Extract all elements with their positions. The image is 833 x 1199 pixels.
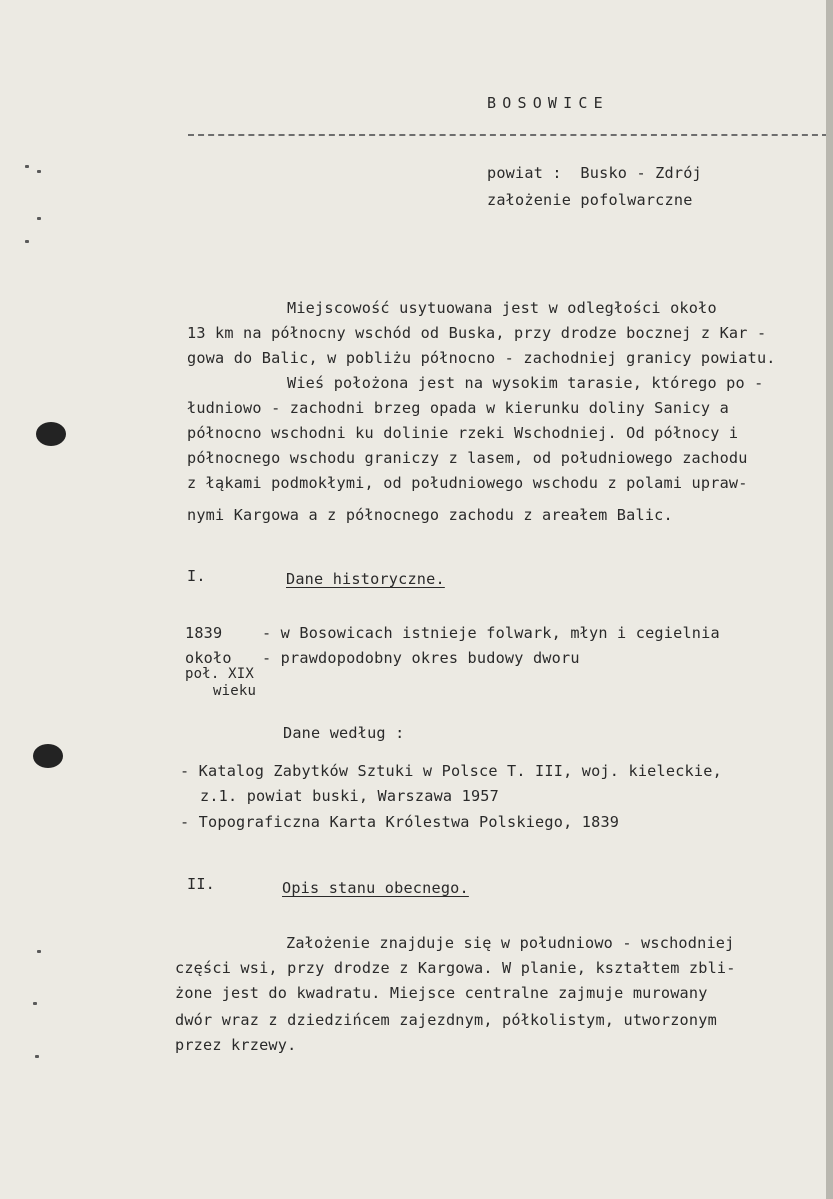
intro-line: Miejscowość usytuowana jest w odległości około [287, 299, 717, 317]
sources-label: Dane według : [283, 724, 405, 742]
body-line: żone jest do kwadratu. Miejsce centralne zajmuje murowany [175, 984, 708, 1002]
source-item: - Topograficzna Karta Królestwa Polskiego, 1839 [180, 813, 620, 831]
punch-hole [33, 744, 63, 768]
source-item: z.1. powiat buski, Warszawa 1957 [200, 787, 499, 805]
body-line: części wsi, przy drodze z Kargowa. W planie, kształtem zbli- [175, 959, 736, 977]
timeline-date-cont: poł. XIX [185, 666, 255, 682]
section-number: II. [187, 875, 216, 893]
margin-mark [37, 950, 41, 953]
title-divider [188, 134, 828, 136]
timeline-text: - prawdopodobny okres budowy dworu [262, 649, 580, 667]
powiat-line: powiat : Busko - Zdrój [487, 164, 702, 182]
page-edge [826, 0, 833, 1199]
section-number: I. [187, 567, 206, 585]
timeline-date: 1839 [185, 624, 223, 642]
timeline-text: - w Bosowicach istnieje folwark, młyn i cegielnia [262, 624, 720, 642]
body-line: przez krzewy. [175, 1036, 297, 1054]
punch-hole [36, 422, 66, 446]
margin-mark [37, 217, 41, 220]
intro-line: łudniowo - zachodni brzeg opada w kierunku doliny Sanicy a [187, 399, 729, 417]
timeline-date: około [185, 649, 232, 667]
site-type-line: założenie pofolwarczne [487, 191, 693, 209]
margin-mark [35, 1055, 39, 1058]
document-title: BOSOWICE [487, 94, 609, 112]
timeline-date-cont: wieku [213, 683, 257, 699]
intro-line: gowa do Balic, w pobliżu północno - zachodniej granicy powiatu. [187, 349, 776, 367]
intro-line: północnego wschodu graniczy z lasem, od południowego zachodu [187, 449, 748, 467]
intro-line: północno wschodni ku dolinie rzeki Wschodniej. Od północy i [187, 424, 739, 442]
section-heading: Opis stanu obecnego. [282, 879, 469, 897]
margin-mark [37, 170, 41, 173]
source-item: - Katalog Zabytków Sztuki w Polsce T. III, woj. kieleckie, [180, 762, 722, 780]
intro-line: 13 km na północny wschód od Buska, przy drodze bocznej z Kar - [187, 324, 767, 342]
intro-line: z łąkami podmokłymi, od południowego wschodu z polami upraw- [187, 474, 748, 492]
margin-mark [33, 1002, 37, 1005]
margin-mark [25, 165, 29, 168]
section-heading: Dane historyczne. [286, 570, 445, 588]
intro-line: nymi Kargowa a z północnego zachodu z areałem Balic. [187, 506, 673, 524]
margin-mark [25, 240, 29, 243]
body-line: dwór wraz z dziedzińcem zajezdnym, półkolistym, utworzonym [175, 1011, 717, 1029]
intro-line: Wieś położona jest na wysokim tarasie, którego po - [287, 374, 764, 392]
body-line: Założenie znajduje się w południowo - wschodniej [286, 934, 735, 952]
